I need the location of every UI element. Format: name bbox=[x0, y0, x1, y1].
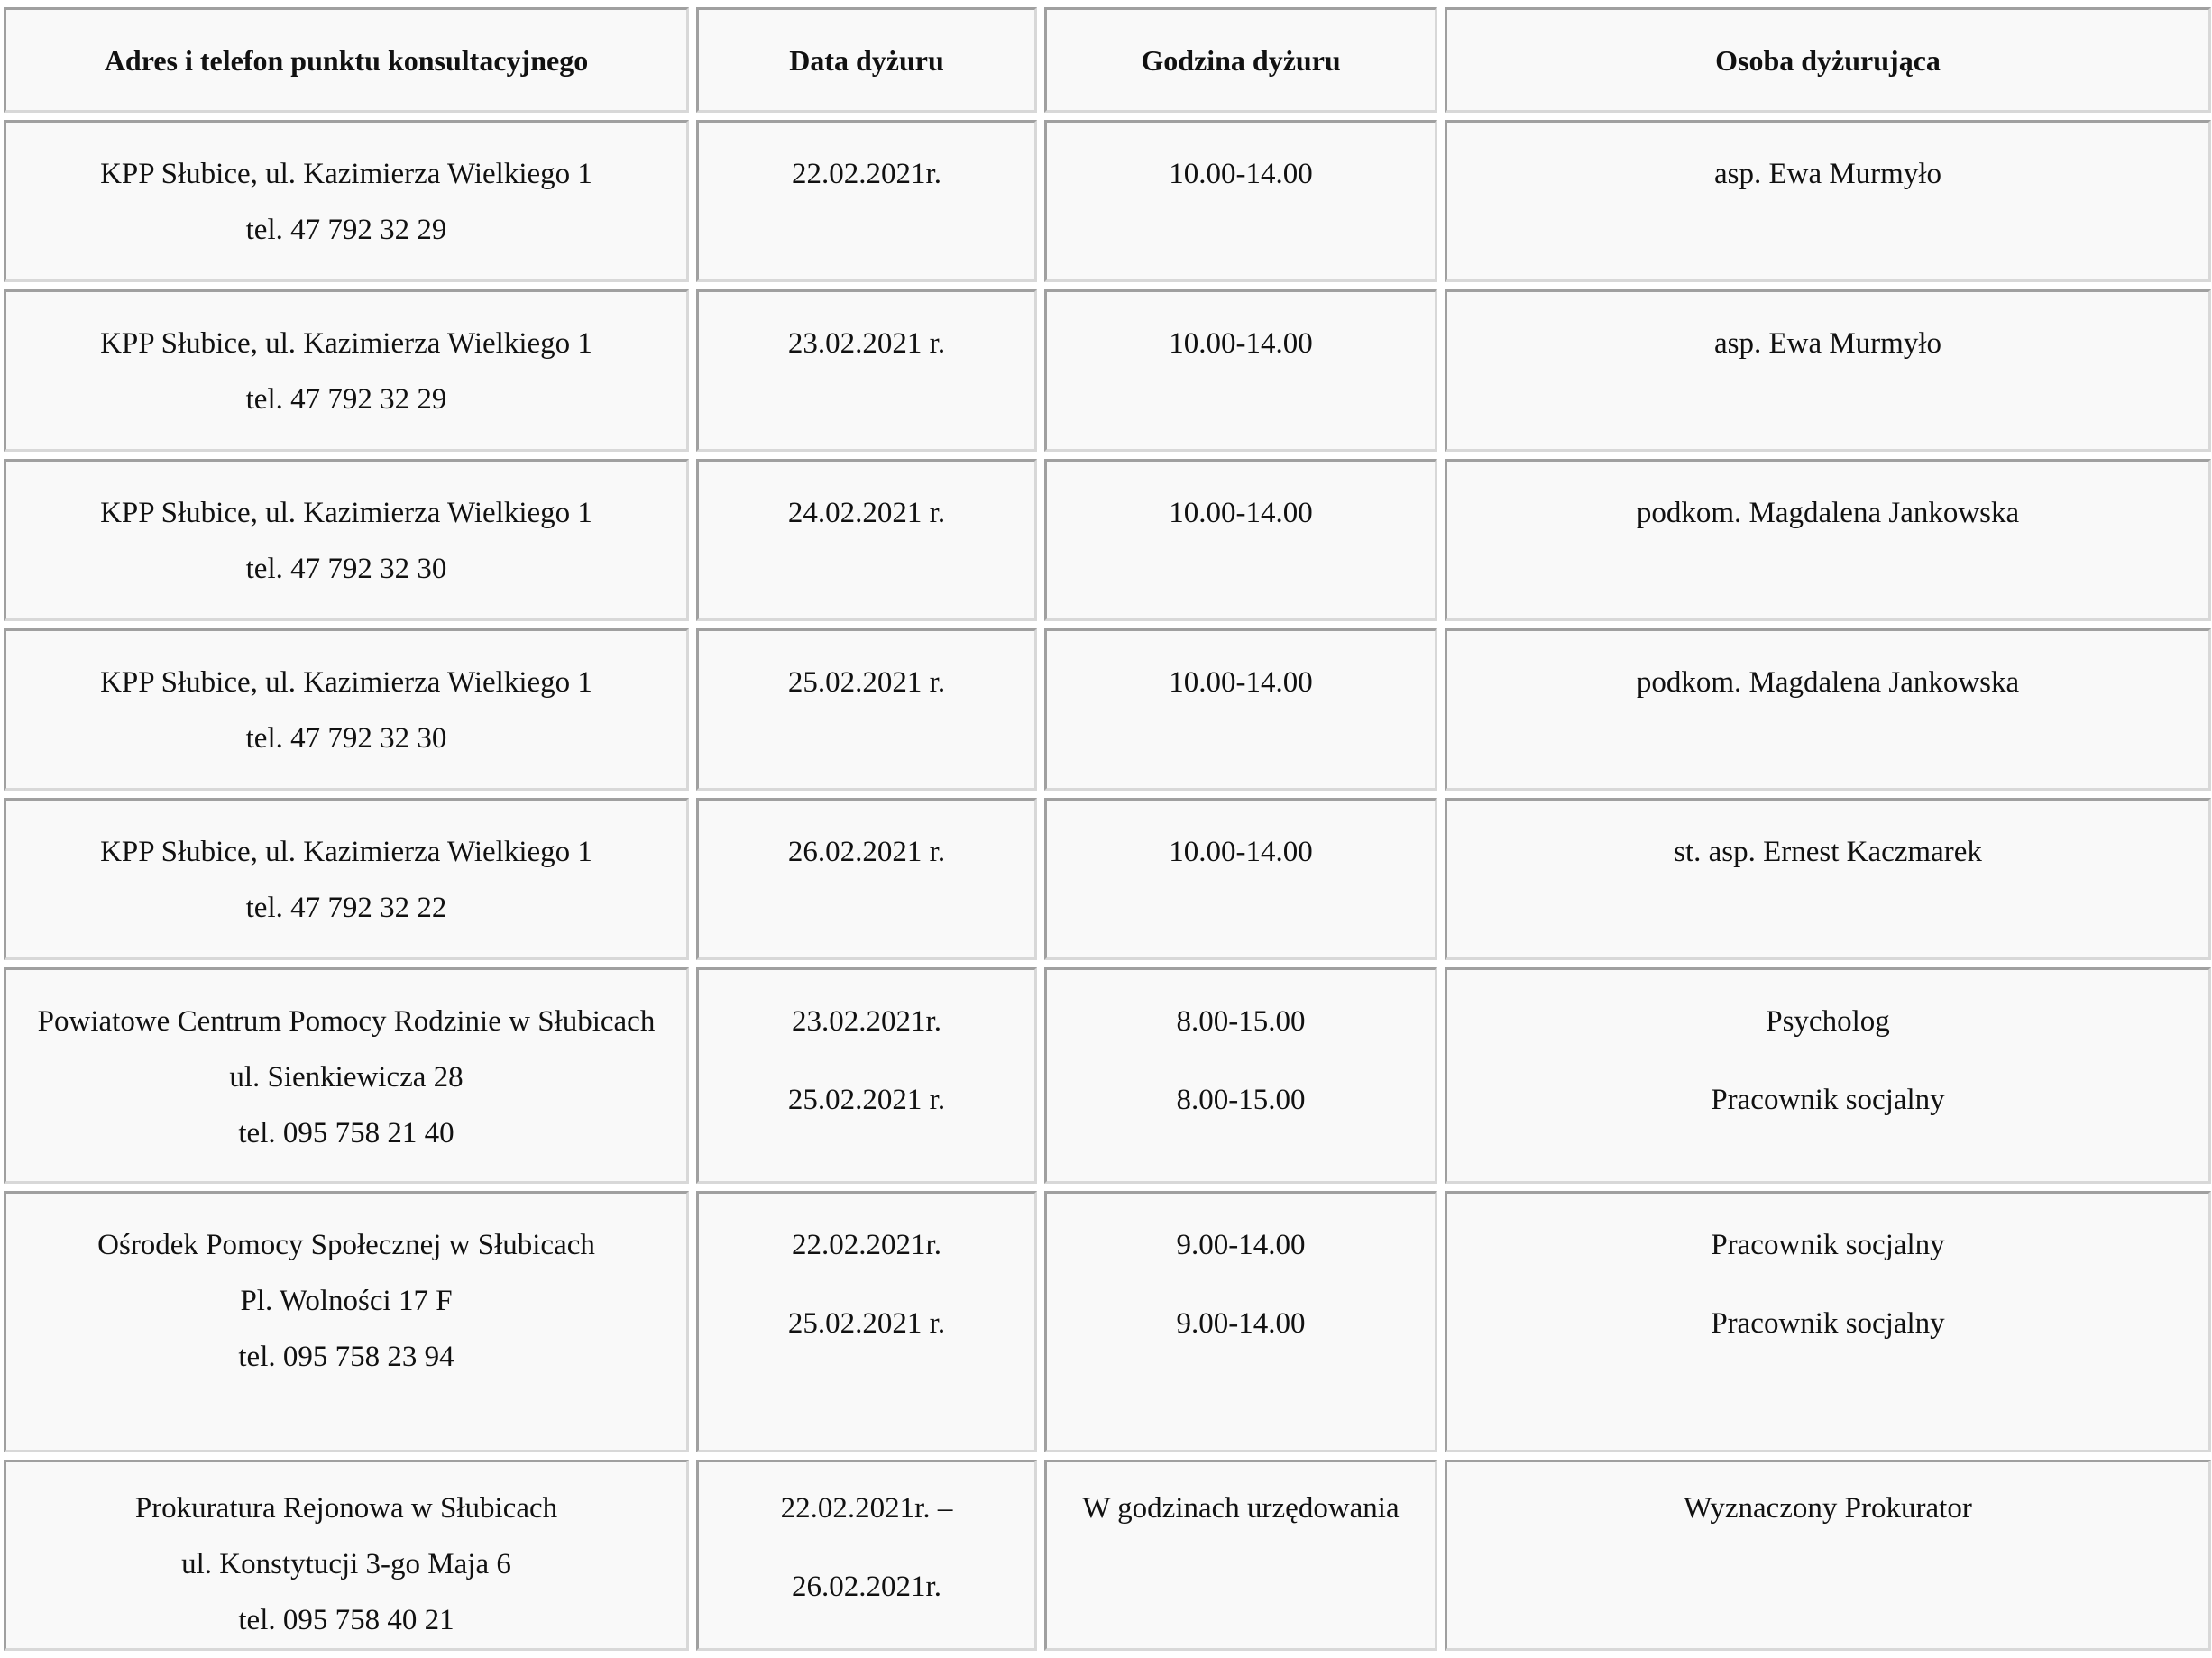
address-line: KPP Słubice, ul. Kazimierza Wielkiego 1 bbox=[100, 327, 592, 360]
date-value: 26.02.2021 r. bbox=[787, 836, 946, 868]
person-cell bbox=[1445, 459, 2211, 621]
phone-line: tel. 47 792 32 22 bbox=[245, 892, 447, 924]
hours-cell bbox=[1044, 1191, 1437, 1452]
date-value: 22.02.2021r. bbox=[792, 1229, 941, 1261]
hours-value: 9.00-14.00 bbox=[1176, 1307, 1306, 1340]
person-value: Psycholog bbox=[1766, 1005, 1890, 1038]
address-cell bbox=[4, 120, 689, 282]
date-cell bbox=[696, 1460, 1037, 1651]
date-value: 25.02.2021 r. bbox=[787, 1307, 946, 1340]
address-line: KPP Słubice, ul. Kazimierza Wielkiego 1 bbox=[100, 666, 592, 699]
date-range-end: 26.02.2021r. bbox=[792, 1571, 941, 1603]
street-line: ul. Konstytucji 3-go Maja 6 bbox=[181, 1548, 511, 1580]
street-line: ul. Sienkiewicza 28 bbox=[229, 1061, 464, 1094]
person-value: asp. Ewa Murmyło bbox=[1713, 327, 1942, 360]
date-cell bbox=[696, 459, 1037, 621]
person-value: podkom. Magdalena Jankowska bbox=[1636, 666, 2020, 699]
hours-cell bbox=[1044, 459, 1437, 621]
date-cell bbox=[696, 120, 1037, 282]
phone-line: tel. 095 758 21 40 bbox=[238, 1117, 454, 1150]
person-value: Pracownik socjalny bbox=[1711, 1084, 1945, 1116]
person-cell bbox=[1445, 628, 2211, 791]
phone-line: tel. 47 792 32 29 bbox=[245, 214, 447, 246]
person-value: Pracownik socjalny bbox=[1711, 1307, 1945, 1340]
table-row bbox=[4, 628, 2211, 791]
header-hours: Godzina dyżuru bbox=[1044, 7, 1437, 113]
table-row bbox=[4, 459, 2211, 621]
phone-line: tel. 47 792 32 29 bbox=[245, 383, 447, 416]
person-cell bbox=[1445, 1191, 2211, 1452]
address-cell bbox=[4, 967, 689, 1184]
hours-value: 10.00-14.00 bbox=[1169, 158, 1313, 190]
person-value: Wyznaczony Prokurator bbox=[1684, 1492, 1972, 1525]
address-line: KPP Słubice, ul. Kazimierza Wielkiego 1 bbox=[100, 836, 592, 868]
hours-value: 10.00-14.00 bbox=[1169, 327, 1313, 360]
person-cell bbox=[1445, 1460, 2211, 1651]
hours-value: 10.00-14.00 bbox=[1169, 836, 1313, 868]
hours-value: 8.00-15.00 bbox=[1176, 1005, 1306, 1038]
date-cell bbox=[696, 967, 1037, 1184]
hours-value: 8.00-15.00 bbox=[1176, 1084, 1306, 1116]
date-value: 25.02.2021 r. bbox=[787, 666, 946, 699]
header-date: Data dyżuru bbox=[696, 7, 1037, 113]
date-cell bbox=[696, 628, 1037, 791]
address-line: Powiatowe Centrum Pomocy Rodzinie w Słubicach bbox=[37, 1005, 656, 1038]
date-cell bbox=[696, 1191, 1037, 1452]
table-header-row bbox=[4, 7, 2211, 113]
address-cell bbox=[4, 1460, 689, 1651]
address-line: KPP Słubice, ul. Kazimierza Wielkiego 1 bbox=[100, 158, 592, 190]
table-row bbox=[4, 798, 2211, 960]
date-value: 22.02.2021r. bbox=[792, 158, 941, 190]
table-row bbox=[4, 1191, 2211, 1452]
date-cell bbox=[696, 289, 1037, 452]
table-row bbox=[4, 967, 2211, 1184]
hours-cell bbox=[1044, 120, 1437, 282]
date-cell bbox=[696, 798, 1037, 960]
person-cell bbox=[1445, 289, 2211, 452]
phone-line: tel. 095 758 23 94 bbox=[238, 1341, 454, 1373]
hours-value: 10.00-14.00 bbox=[1169, 497, 1313, 529]
person-cell bbox=[1445, 120, 2211, 282]
person-cell bbox=[1445, 798, 2211, 960]
hours-cell bbox=[1044, 628, 1437, 791]
hours-value: W godzinach urzędowania bbox=[1082, 1492, 1400, 1525]
table-row bbox=[4, 1460, 2211, 1651]
hours-cell bbox=[1044, 967, 1437, 1184]
street-line: Pl. Wolności 17 F bbox=[240, 1285, 453, 1317]
address-line: Ośrodek Pomocy Społecznej w Słubicach bbox=[97, 1229, 595, 1261]
phone-line: tel. 47 792 32 30 bbox=[245, 722, 447, 755]
date-value: 25.02.2021 r. bbox=[787, 1084, 946, 1116]
address-cell bbox=[4, 289, 689, 452]
person-value: asp. Ewa Murmyło bbox=[1713, 158, 1942, 190]
table-row bbox=[4, 120, 2211, 282]
date-range-start: 22.02.2021r. – bbox=[780, 1492, 953, 1525]
hours-cell bbox=[1044, 289, 1437, 452]
phone-line: tel. 095 758 40 21 bbox=[238, 1604, 454, 1636]
header-person: Osoba dyżurująca bbox=[1445, 7, 2211, 113]
person-cell bbox=[1445, 967, 2211, 1184]
address-cell bbox=[4, 1191, 689, 1452]
hours-cell bbox=[1044, 798, 1437, 960]
date-value: 23.02.2021 r. bbox=[787, 327, 946, 360]
address-cell bbox=[4, 798, 689, 960]
person-value: podkom. Magdalena Jankowska bbox=[1636, 497, 2020, 529]
person-value: st. asp. Ernest Kaczmarek bbox=[1674, 836, 1982, 868]
date-value: 23.02.2021r. bbox=[792, 1005, 941, 1038]
address-line: Prokuratura Rejonowa w Słubicach bbox=[134, 1492, 558, 1525]
address-cell bbox=[4, 628, 689, 791]
date-value: 24.02.2021 r. bbox=[787, 497, 946, 529]
person-value: Pracownik socjalny bbox=[1711, 1229, 1945, 1261]
hours-value: 9.00-14.00 bbox=[1176, 1229, 1306, 1261]
hours-cell bbox=[1044, 1460, 1437, 1651]
address-line: KPP Słubice, ul. Kazimierza Wielkiego 1 bbox=[100, 497, 592, 529]
address-cell bbox=[4, 459, 689, 621]
hours-value: 10.00-14.00 bbox=[1169, 666, 1313, 699]
header-address: Adres i telefon punktu konsultacyjnego bbox=[4, 7, 689, 113]
phone-line: tel. 47 792 32 30 bbox=[245, 553, 447, 585]
table-row bbox=[4, 289, 2211, 452]
